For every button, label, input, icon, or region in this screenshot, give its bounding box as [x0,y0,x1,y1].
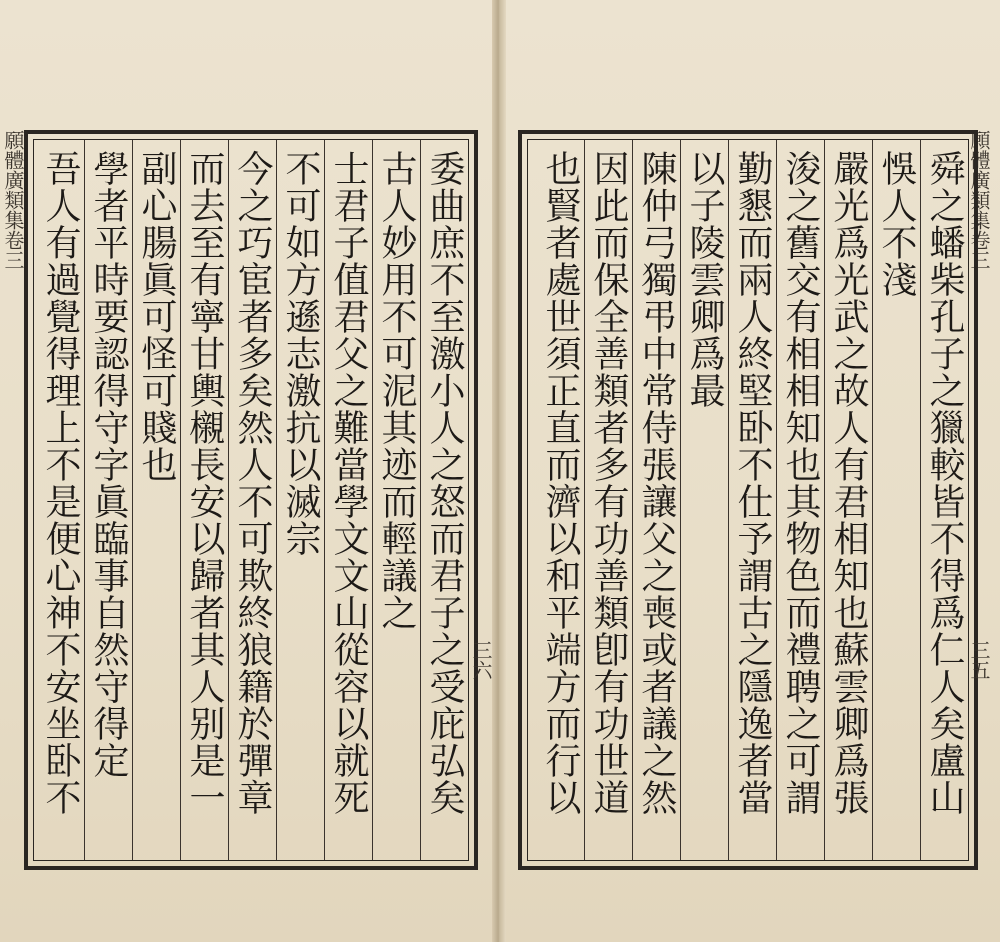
book-gutter [492,0,506,942]
left-page-number: 三六 [469,640,493,680]
text-column: 陳仲弓獨弔中常侍張讓父之喪或者議之然 [632,140,680,860]
left-column-grid [33,139,469,861]
text-column: 勤懇而兩人終堅卧不仕予謂古之隱逸者當 [728,140,776,860]
text-column: 副心腸眞可怪可賤也 [132,140,180,860]
right-page-number: 三五 [967,640,991,680]
left-book-title: 願體廣類集卷三 [1,130,25,270]
text-column: 也賢者處世須正直而濟以和平端方而行以 [540,150,581,816]
text-column: 浚之舊交有相相知也其物色而禮聘之可謂 [776,140,824,860]
text-column: 而去至有寧甘輿櫬長安以歸者其人别是一 [180,140,228,860]
text-column: 古人妙用不可泥其迹而輕議之 [372,140,420,860]
text-column: 舜之蟠柴孔子之獵較皆不得爲仁人矣盧山 [920,140,968,860]
right-text-frame [518,130,978,870]
text-column: 不可如方遜志激抗以滅宗 [276,140,324,860]
right-column-grid [527,139,969,861]
text-column: 今之巧宦者多矣然人不可欺終狼籍於彈章 [228,140,276,860]
text-column: 學者平時要認得守字眞臨事自然守得定 [84,140,132,860]
text-column: 以子陵雲卿爲最 [680,140,728,860]
right-book-title: 願體廣類集卷三 [967,130,991,270]
text-column: 嚴光爲光武之故人有君相知也蘇雲卿爲張 [824,140,872,860]
text-column: 士君子值君父之難當學文文山從容以就死 [324,140,372,860]
text-column: 委曲庶不至激小人之怒而君子之受庇弘矣 [420,140,468,860]
left-text-frame [24,130,478,870]
text-column: 因此而保全善類者多有功善類卽有功世道 [584,140,632,860]
text-column: 悞人不淺 [872,140,920,860]
text-column: 吾人有過覺得理上不是便心神不安坐卧不 [40,150,81,816]
